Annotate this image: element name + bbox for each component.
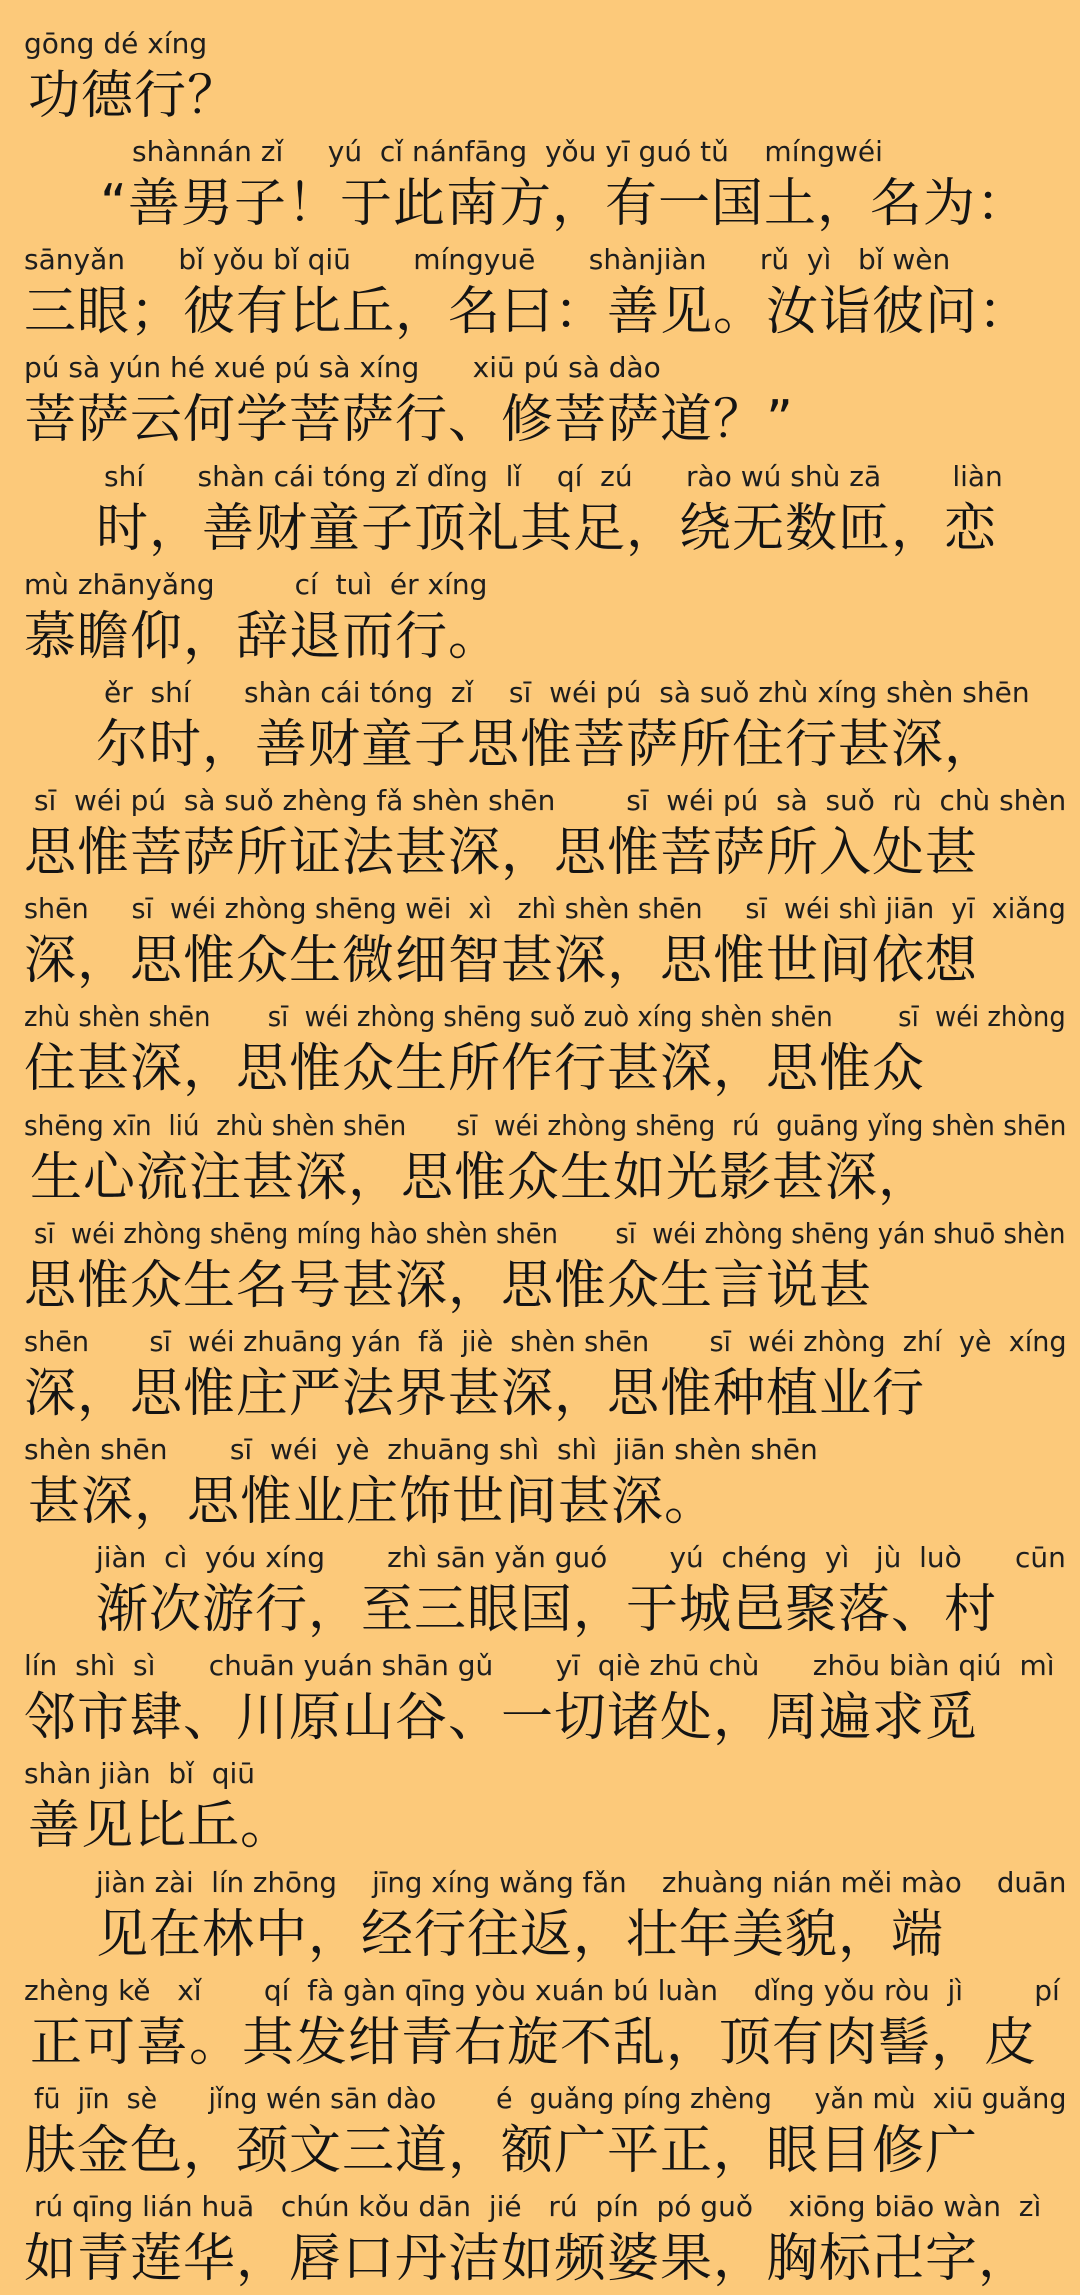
chinese-text: 善见比丘。 — [28, 1796, 294, 1856]
chinese-text: 生心流注甚深，思惟众生如光影甚深， — [30, 1148, 932, 1208]
chinese-text: 思惟菩萨所证法甚深，思惟菩萨所入处甚 — [24, 823, 979, 883]
pinyin-annotation: zhèng kě xǐ qí fà gàn qīng yòu xuán bú luàn dǐng yǒu ròu jì pí — [24, 1974, 1060, 2007]
chinese-text: 深，思惟众生微细智甚深，思惟世间依想 — [24, 931, 979, 991]
pinyin-annotation: jiàn cì yóu xíng zhì sān yǎn guó yú chéng yì jù luò cūn — [96, 1541, 1066, 1574]
chinese-text: 深，思惟庄严法界甚深，思惟种植业行 — [24, 1364, 926, 1424]
text-line — [0, 1214, 1080, 1322]
pinyin-annotation: shēn sī wéi zhòng shēng wēi xì zhì shèn shēn sī wéi shì jiān yī xiǎng — [24, 892, 1066, 925]
pinyin-annotation: ěr shí shàn cái tóng zǐ sī wéi pú sà suǒ zhù xíng shèn shēn — [104, 676, 1030, 709]
pinyin-annotation: sī wéi zhòng shēng míng hào shèn shēn sī wéi zhòng shēng yán shuō shèn — [34, 1217, 1066, 1250]
pinyin-annotation: gōng dé xíng — [24, 27, 208, 60]
pinyin-annotation: sī wéi pú sà suǒ zhèng fǎ shèn shēn sī wéi pú sà suǒ rù chù shèn — [34, 784, 1067, 817]
pinyin-annotation: sānyǎn bǐ yǒu bǐ qiū míngyuē shànjiàn rǔ yì bǐ wèn — [24, 243, 951, 276]
text-line — [0, 673, 1080, 781]
text-line — [0, 565, 1080, 673]
text-line — [0, 997, 1080, 1105]
pinyin-annotation: pú sà yún hé xué pú sà xíng xiū pú sà dào — [24, 351, 661, 384]
text-line — [0, 1538, 1080, 1646]
chinese-text: 邻市肆、川原山谷、一切诸处，周遍求觅 — [24, 1688, 979, 1748]
pinyin-annotation: rú qīng lián huā chún kǒu dān jié rú pín pó guǒ xiōng biāo wàn zì — [34, 2190, 1042, 2223]
text-line — [0, 457, 1080, 565]
pinyin-annotation: shànnán zǐ yú cǐ nánfāng yǒu yī guó tǔ míngwéi — [132, 135, 883, 168]
text-line — [0, 1646, 1080, 1754]
chinese-text: 住甚深，思惟众生所作行甚深，思惟众 — [24, 1039, 926, 1099]
pinyin-annotation: fū jīn sè jǐng wén sān dào é guǎng píng zhèng yǎn mù xiū guǎng — [34, 2082, 1067, 2115]
text-line — [0, 889, 1080, 997]
text-line — [0, 348, 1080, 456]
pinyin-annotation: shēn sī wéi zhuāng yán fǎ jiè shèn shēn sī wéi zhòng zhí yè xíng — [24, 1325, 1067, 1358]
pinyin-annotation: lín shì sì chuān yuán shān gǔ yī qiè zhū chù zhōu biàn qiú mì — [24, 1649, 1055, 1682]
text-line — [0, 1322, 1080, 1430]
chinese-text: 正可喜。其发绀青右旋不乱，顶有肉髻，皮 — [30, 2013, 1038, 2073]
pinyin-annotation: shàn jiàn bǐ qiū — [24, 1757, 256, 1790]
chinese-text: 菩萨云何学菩萨行、修菩萨道？” — [24, 390, 794, 450]
text-line — [0, 781, 1080, 889]
chinese-text: 功德行？ — [28, 66, 241, 126]
pinyin-annotation: mù zhānyǎng cí tuì ér xíng — [24, 568, 488, 601]
chinese-text: 尔时，善财童子思惟菩萨所住行甚深， — [96, 715, 998, 775]
chinese-text: 思惟众生名号甚深，思惟众生言说甚 — [24, 1256, 873, 1316]
chinese-text: “善男子！于此南方，有一国土，名为： — [100, 174, 1029, 234]
pinyin-annotation: shèn shēn sī wéi yè zhuāng shì shì jiān shèn shēn — [24, 1433, 818, 1466]
pinyin-annotation: shí shàn cái tóng zǐ dǐng lǐ qí zú rào wú shù zā liàn — [104, 460, 1003, 493]
text-line — [0, 132, 1080, 240]
text-line — [0, 1863, 1080, 1971]
text-line — [0, 2079, 1080, 2187]
text-line — [0, 2187, 1080, 2295]
chinese-text: 慕瞻仰，辞退而行。 — [24, 607, 502, 667]
chinese-text: 肤金色，颈文三道，额广平正，眼目修广 — [24, 2121, 979, 2181]
text-line — [0, 1754, 1080, 1862]
chinese-text: 如青莲华，唇口丹洁如频婆果，胸标卍字， — [24, 2229, 1032, 2289]
text-line — [0, 240, 1080, 348]
chinese-text: 三眼；彼有比丘，名曰：善见。汝诣彼问： — [24, 282, 1032, 342]
text-line — [0, 1106, 1080, 1214]
text-line — [0, 24, 1080, 132]
text-line — [0, 1971, 1080, 2079]
chinese-text: 见在林中，经行往返，壮年美貌，端 — [96, 1905, 945, 1965]
text-line — [0, 1430, 1080, 1538]
chinese-text: 时，善财童子顶礼其足，绕无数匝，恋 — [96, 499, 998, 559]
chinese-text: 渐次游行，至三眼国，于城邑聚落、村 — [96, 1580, 998, 1640]
pinyin-annotation: zhù shèn shēn sī wéi zhòng shēng suǒ zuò xíng shèn shēn sī wéi zhòng — [24, 1000, 1066, 1033]
pinyin-annotation: jiàn zài lín zhōng jīng xíng wǎng fǎn zhuàng nián měi mào duān — [96, 1866, 1067, 1899]
pinyin-annotation: shēng xīn liú zhù shèn shēn sī wéi zhòng shēng rú guāng yǐng shèn shēn — [24, 1109, 1067, 1142]
chinese-text: 甚深，思惟业庄饰世间甚深。 — [28, 1472, 718, 1532]
